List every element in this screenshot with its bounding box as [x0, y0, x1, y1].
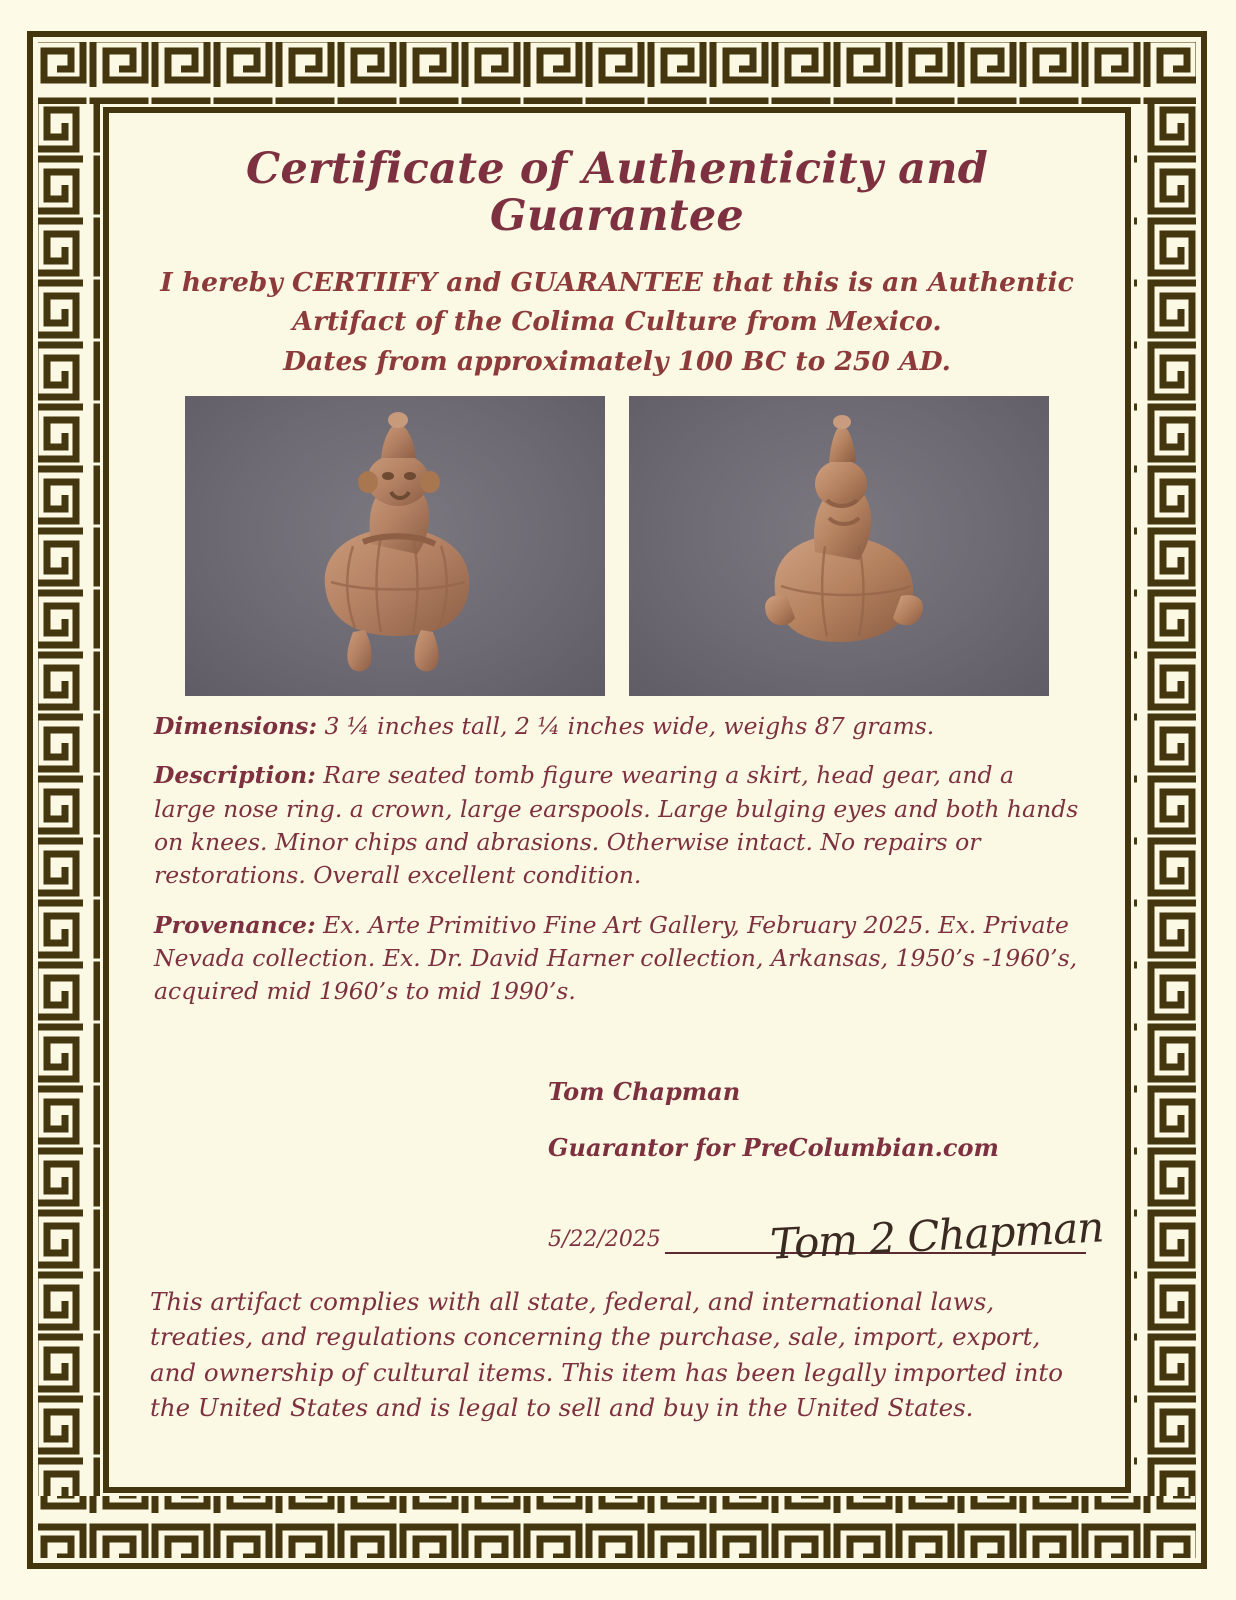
signer-role: Guarantor for PreColumbian.com: [548, 1133, 999, 1163]
figure-back-view: [629, 396, 1049, 696]
field-provenance: [154, 909, 1080, 1009]
legal-notice: This artifact complies with all state, federal, and international laws, treaties, and regulations concerning the purchase, sale, import, export, and ownership of cultural items. This item has been legally imported into the United States and is legal to sell and buy in the United States.: [150, 1286, 1063, 1423]
field-dimensions-label: Dimensions:: [154, 711, 318, 740]
certify-line-1: I hereby CERTIIFY and GUARANTEE that this is an Authentic: [160, 266, 1074, 298]
certify-line-3: Dates from approximately 100 BC to 250 AD.: [283, 346, 951, 378]
signature-rule: [665, 1201, 1105, 1269]
figure-front-view: [185, 396, 605, 696]
signature-date: 5/22/2025: [548, 1226, 661, 1252]
field-dimensions-value: 3 ¼ inches tall, 2 ¼ inches wide, weighs 87 grams.: [317, 711, 935, 740]
artifact-details: [154, 710, 1080, 1009]
handwritten-signature: Tom 2 Chapman: [768, 1201, 1105, 1269]
signer-block: [548, 1076, 1086, 1163]
field-description-value: Rare seated tomb figure wearing a skirt, head gear, and a large nose ring. a crown, large earspools. Large bulging eyes and both hands on knees. Minor chips and abrasions. Otherwise intact. No repairs or restorations. Overall excellent condition.: [154, 761, 1079, 890]
field-provenance-value: Ex. Arte Primitivo Fine Art Gallery, February 2025. Ex. Private Nevada collection. Ex. Dr. David Harner collection, Arkansas, 1950’s -1960’s, acquired mid 1960’s to mid 1990’s.: [154, 910, 1078, 1006]
certificate-card: [26, 30, 1208, 1570]
certify-line-2: Artifact of the Colima Culture from Mexico.: [292, 306, 942, 338]
field-dimensions: [154, 710, 1080, 743]
back-figure-illustration: [629, 396, 1049, 696]
artifact-photos: [148, 396, 1086, 696]
page-title: Certificate of Authenticity and Guarantee: [246, 144, 988, 242]
certificate-content: [124, 122, 1110, 1532]
signer-name: Tom Chapman: [548, 1076, 741, 1106]
signature-line: [548, 1201, 1105, 1269]
field-provenance-label: Provenance:: [154, 910, 316, 939]
certify-statement: [148, 263, 1086, 382]
field-description: [154, 759, 1080, 892]
field-description-label: Description:: [154, 761, 316, 790]
front-figure-illustration: [185, 396, 605, 696]
